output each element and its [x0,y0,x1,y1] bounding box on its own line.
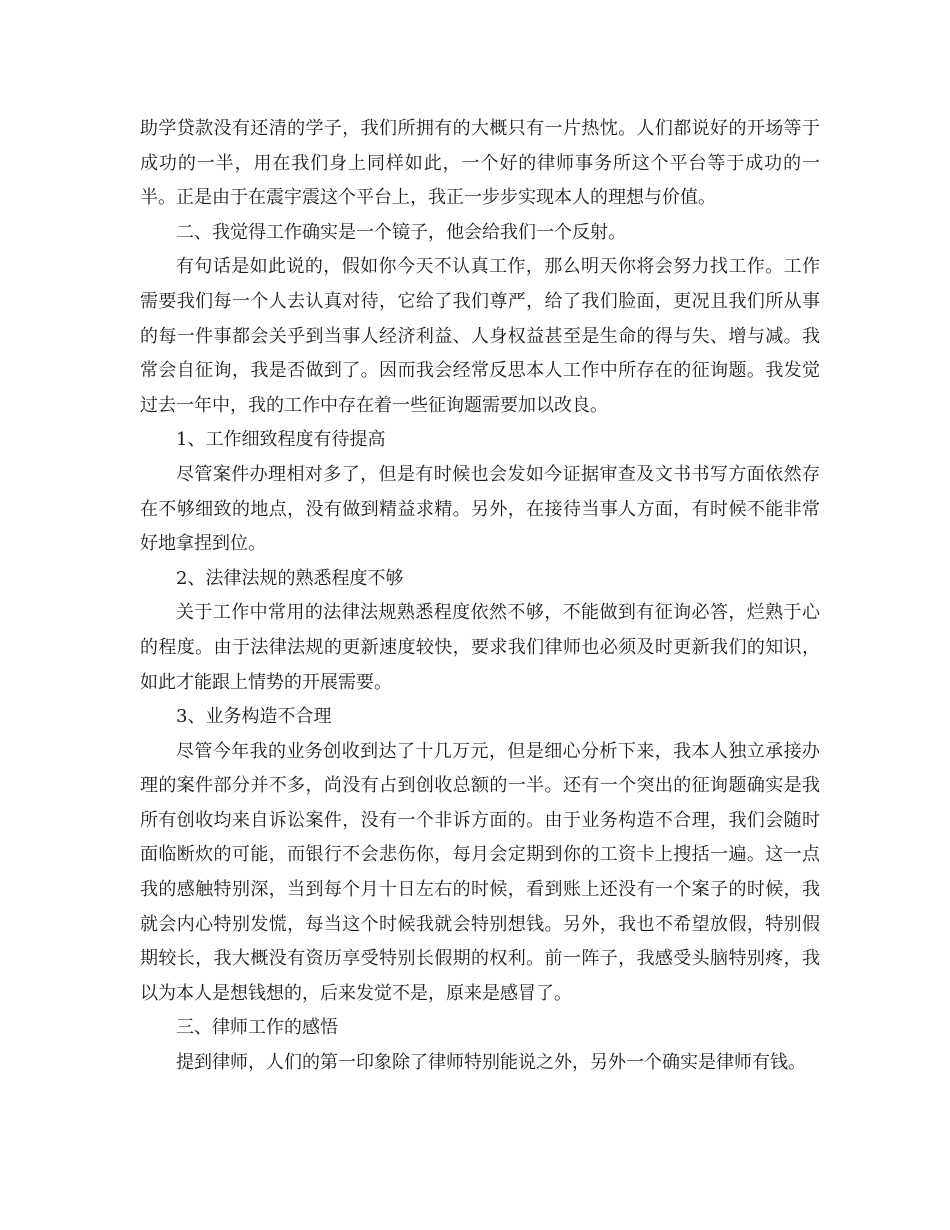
subheading-3: 3、业务构造不合理 [176,706,332,728]
subheading-2: 2、法律法规的熟悉程度不够 [176,567,404,589]
paragraph: 关于工作中常用的法律法规熟悉程度依然不够，不能做到有征询必答，烂熟于心的程度。由于法律法规的更新速度较快，要求我们律师也必须及时更新我们的知识，如此才能跟上情势的开展需要。 [140,602,820,693]
paragraph: 有句话是如此说的，假如你今天不认真工作，那么明天你将会努力找工作。工作需要我们每一个人去认真对待，它给了我们尊严，给了我们脸面，更况且我们所从事的每一件事都会关乎到当事人经济利益、人身权益甚至是生命的得与失、增与减。我常会自征询，我是否做到了。因而我会经常反思本人工作中所存在的征询题。我发觉过去一年中，我的工作中存在着一些征询题需要加以改良。 [140,256,820,416]
document-body [140,112,820,1081]
section-heading-2: 二、我觉得工作确实是一个镜子，他会给我们一个反射。 [176,221,626,243]
subheading-1: 1、工作细致程度有待提高 [176,429,386,451]
paragraph: 尽管今年我的业务创收到达了十几万元，但是细心分析下来，我本人独立承接办理的案件部分并不多，尚没有占到创收总额的一半。还有一个突出的征询题确实是我所有创收均来自诉讼案件，没有一个非诉方面的。由于业务构造不合理，我们会随时面临断炊的可能，而银行不会悲伤你，每月会定期到你的工资卡上搜括一遍。这一点我的感触特别深，当到每个月十日左右的时候，看到账上还没有一个案子的时候，我就会内心特别发慌，每当这个时候我就会特别想钱。另外，我也不希望放假，特别假期较长，我大概没有资历享受特别长假期的权利。前一阵子，我感受头脑特别疼，我以为本人是想钱想的，后来发觉不是，原来是感冒了。 [140,740,820,1004]
paragraph: 提到律师，人们的第一印象除了律师特别能说之外，另外一个确实是律师有钱。 [176,1052,806,1074]
paragraph-continuation: 助学贷款没有还清的学子，我们所拥有的大概只有一片热忱。人们都说好的开场等于成功的一半，用在我们身上同样如此，一个好的律师事务所这个平台等于成功的一半。正是由于在震宇震这个平台上，我正一步步实现本人的理想与价值。 [140,118,820,209]
section-heading-3: 三、律师工作的感悟 [176,1017,338,1039]
paragraph: 尽管案件办理相对多了，但是有时候也会发如今证据审查及文书书写方面依然存在不够细致的地点，没有做到精益求精。另外，在接待当事人方面，有时候不能非常好地拿捏到位。 [140,463,820,555]
